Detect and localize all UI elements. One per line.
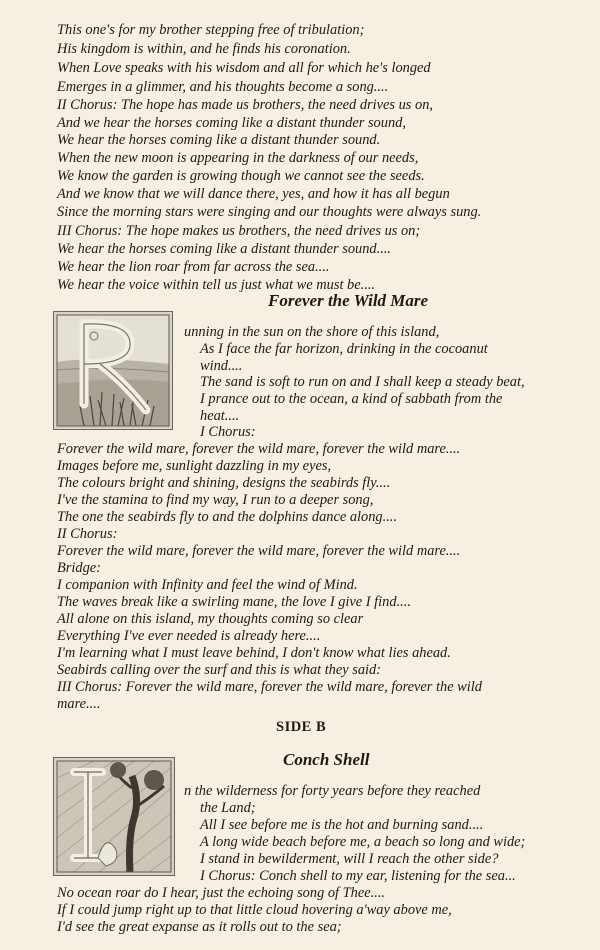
lyric-line: All I see before me is the hot and burning sand.... [200,817,484,833]
verse-line: II Chorus: The hope has made us brothers, the need drives us on, [57,97,433,113]
lyric-line: Forever the wild mare, forever the wild mare, forever the wild mare.... [57,543,461,559]
ornate-letter-i-icon [54,758,174,875]
lyric-line: The one the seabirds fly to and the dolphins dance along.... [57,509,398,525]
verse-line: We hear the horses coming like a distant thunder sound.... [57,241,392,257]
lyric-line: All alone on this island, my thoughts coming so clear [57,611,364,627]
ornate-letter-r-icon [54,312,172,429]
lyric-line: heat.... [200,408,240,424]
song-title-conch-shell: Conch Shell [283,750,370,769]
lyric-line: I Chorus: [200,424,256,440]
illustration-wild-mare [53,311,173,430]
verse-line: And we know that we will dance there, yes, and how it has all begun [57,186,450,202]
lyric-line: n the wilderness for forty years before they reached [184,783,481,799]
verse-line: When Love speaks with his wisdom and all for which he's longed [57,60,431,76]
lyric-line: the Land; [200,800,256,816]
illustration-conch-shell [53,757,175,876]
lyric-line: I prance out to the ocean, a kind of sabbath from the [200,391,503,407]
verse-line: We hear the lion roar from far across the sea.... [57,259,330,275]
verse-line: Emerges in a glimmer, and his thoughts become a song.... [57,79,389,95]
verse-line: III Chorus: The hope makes us brothers, the need drives us on; [57,223,421,239]
lyric-line: Bridge: [57,560,101,576]
lyric-line: The waves break like a swirling mane, the love I give I find.... [57,594,411,610]
lyric-line: Everything I've ever needed is already here.... [57,628,321,644]
lyric-line: A long wide beach before me, a beach so long and wide; [200,834,526,850]
lyric-line: Images before me, sunlight dazzling in my eyes, [57,458,332,474]
verse-line: We hear the horses coming like a distant thunder sound. [57,132,381,148]
verse-line: We know the garden is growing though we cannot see the seeds. [57,168,425,184]
verse-line: This one's for my brother stepping free of tribulation; [57,22,365,38]
lyric-line: If I could jump right up to that little cloud hovering a'way above me, [57,902,452,918]
lyric-line: The sand is soft to run on and I shall keep a steady beat, [200,374,525,390]
song-title-wild-mare: Forever the Wild Mare [268,291,429,310]
lyric-line: I companion with Infinity and feel the wind of Mind. [57,577,358,593]
verse-line: When the new moon is appearing in the darkness of our needs, [57,150,419,166]
lyric-line: I've the stamina to find my way, I run to a deeper song, [57,492,374,508]
lyric-line: III Chorus: Forever the wild mare, forever the wild mare, forever the wild [57,679,482,695]
lyric-line: I'd see the great expanse as it rolls out to the sea; [57,919,342,935]
lyric-line: The colours bright and shining, designs the seabirds fly.... [57,475,391,491]
lyric-line: I Chorus: Conch shell to my ear, listening for the sea... [200,868,516,884]
verse-line: We hear the voice within tell us just what we must be.... [57,277,376,293]
side-label: SIDE B [276,719,327,735]
verse-line: His kingdom is within, and he finds his coronation. [57,41,351,57]
lyric-line: unning in the sun on the shore of this island, [184,324,440,340]
lyric-line: I'm learning what I must leave behind, I don't know what lies ahead. [57,645,451,661]
verse-line: Since the morning stars were singing and our thoughts were always sung. [57,204,482,220]
lyric-line: Seabirds calling over the surf and this is what they said: [57,662,382,678]
lyric-line: Forever the wild mare, forever the wild mare, forever the wild mare.... [57,441,461,457]
lyric-line: II Chorus: [57,526,118,542]
lyric-line: wind.... [200,358,243,374]
lyric-line: mare.... [57,696,101,712]
lyric-line: As I face the far horizon, drinking in the cocoanut [200,341,488,357]
verse-line: And we hear the horses coming like a distant thunder sound, [57,115,406,131]
lyric-line: I stand in bewilderment, will I reach the other side? [200,851,499,867]
lyric-line: No ocean roar do I hear, just the echoing song of Thee.... [57,885,386,901]
